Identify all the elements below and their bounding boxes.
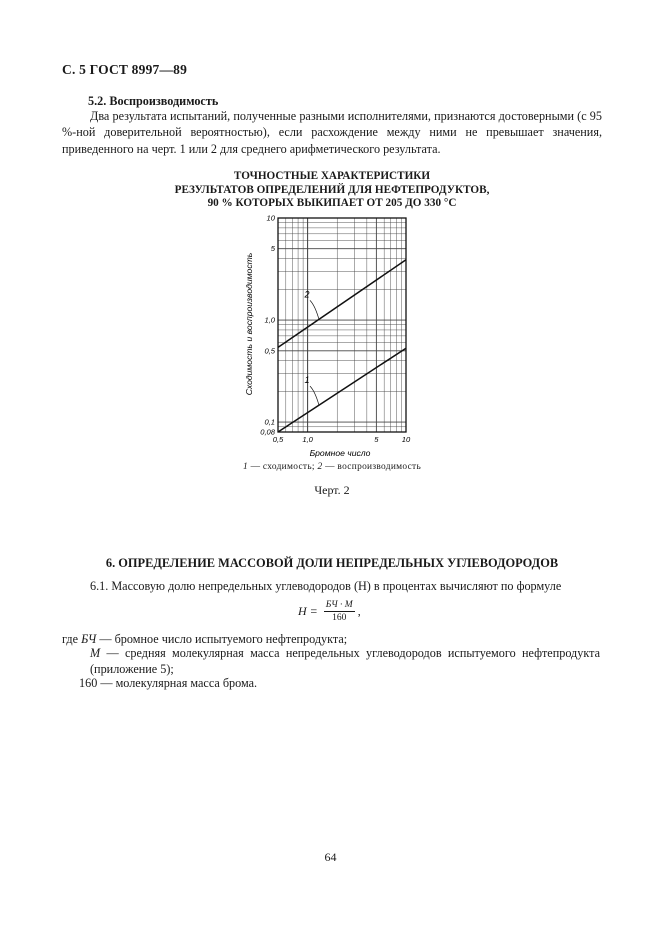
y-tick-label: 0,5 (264, 346, 275, 356)
formula-fraction (324, 600, 355, 623)
chart-frame (278, 218, 406, 432)
where-line-2 (90, 646, 600, 677)
x-axis-label: Бромное число (309, 448, 371, 458)
legend-num-2: 2 (317, 462, 323, 472)
x-tick-label: 10 (401, 435, 411, 444)
chart-title-line-1: ТОЧНОСТНЫЕ ХАРАКТЕРИСТИКИ (233, 170, 431, 182)
precision-chart (222, 212, 422, 458)
where-symbol-m: М (90, 646, 101, 660)
where-line-3: 160 — молекулярная масса брома. (79, 676, 258, 690)
series-leader-1 (310, 386, 319, 405)
formula-lhs: Н = (298, 603, 318, 618)
chart-title-line-3: 90 % КОТОРЫХ ВЫКИПАЕТ ОТ 205 ДО 330 °С (207, 197, 457, 210)
legend-text-1: — сходимость; (247, 462, 318, 472)
y-tick-label: 0,1 (264, 417, 275, 427)
y-tick-label: 1,0 (264, 315, 275, 325)
where-symbol-bch: БЧ (81, 632, 97, 646)
chart-title-line-2: РЕЗУЛЬТАТОВ ОПРЕДЕЛЕНИЙ ДЛЯ НЕФТЕПРОДУКТОВ, (174, 183, 490, 196)
series-line-2 (278, 260, 406, 348)
x-tick-label: 1,0 (302, 435, 313, 444)
figure-caption: Черт. 2 (314, 483, 350, 497)
where-text-m: — средняя молекулярная масса непредельных углеводородов испытуемого нефтепродукта (приложение 5); (90, 646, 600, 676)
formula (298, 596, 361, 626)
chart-legend (160, 462, 504, 472)
chart-grid (278, 218, 406, 432)
x-tick-label: 0,5 (272, 435, 284, 444)
formula-numerator: БЧ · М (325, 599, 353, 610)
series-label-2: 2 (304, 289, 310, 300)
section-5-2-text: Два результата испытаний, полученные разными исполнителями, признаются достоверными (с 95 %-ной доверительной вероятностью), если расхождение между ними не превышает значения, приведенного на черт. 1 или 2 для среднего арифметического результата. (62, 109, 602, 156)
where-prefix: где (62, 632, 82, 646)
chart-title (160, 170, 504, 211)
series-leader-2 (310, 300, 319, 319)
y-tick-label: 5 (270, 244, 275, 254)
y-tick-label: 0,08 (260, 427, 275, 437)
legend-num-1: 1 (242, 462, 248, 472)
where-text-bch: — бромное число испытуемого нефтепродукта; (96, 632, 348, 646)
y-tick-label: 10 (266, 213, 275, 223)
page-number: 64 (324, 850, 337, 864)
series-label-1: 1 (304, 375, 310, 386)
page-header: С. 5 ГОСТ 8997—89 (62, 62, 188, 77)
chart-series (278, 260, 406, 432)
chart-border (278, 218, 406, 432)
chart-ticks (260, 214, 411, 445)
section-5-2-title: 5.2. Воспроизводимость (88, 94, 219, 108)
section-6-1-text: 6.1. Массовую долю непредельных углеводородов (Н) в процентах вычисляют по формуле (90, 579, 562, 593)
y-axis-label: Сходимость и воспроизводимость (244, 252, 254, 396)
formula-denominator: 160 (332, 612, 347, 623)
legend-text-2: — воспроизводимость (322, 462, 422, 472)
formula-tail: , (357, 603, 361, 618)
x-tick-label: 5 (374, 435, 379, 444)
section-6-title: 6. ОПРЕДЕЛЕНИЕ МАССОВОЙ ДОЛИ НЕПРЕДЕЛЬНЫХ УГЛЕВОДОРОДОВ (105, 556, 559, 570)
